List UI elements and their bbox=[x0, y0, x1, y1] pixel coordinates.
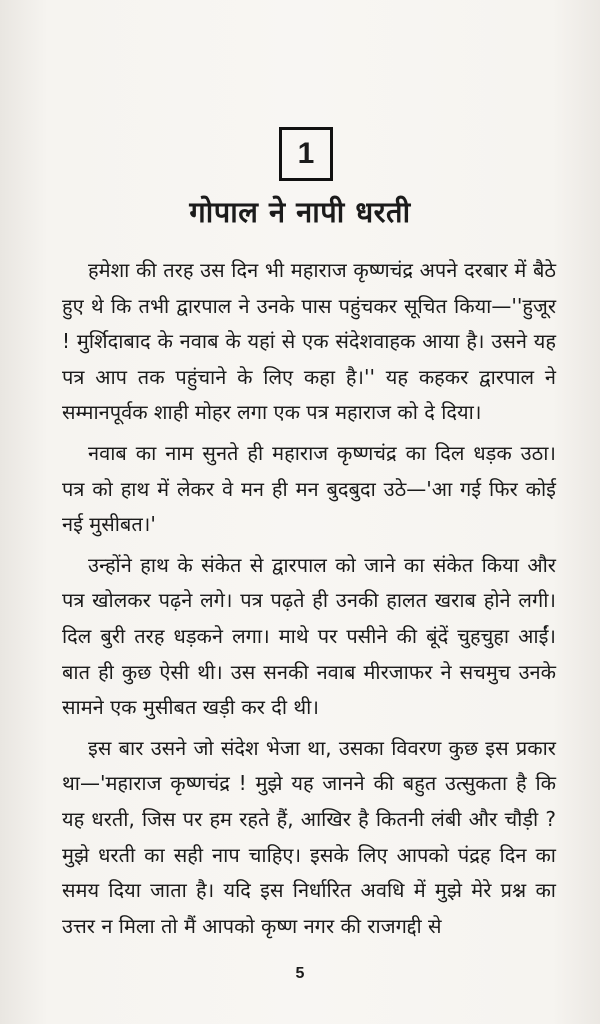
body-text bbox=[62, 253, 556, 949]
chapter-number: 1 bbox=[297, 137, 315, 170]
chapter-number-box bbox=[279, 127, 333, 181]
paragraph: हमेशा की तरह उस दिन भी महाराज कृष्णचंद्र अपने दरबार में बैठे हुए थे कि तभी द्वारपाल ने उनके पास पहुंचकर सूचित किया—''हुजूर ! मुर्शिदाबाद के नवाब के यहां से एक संदेशवाहक आया है। उसने यह पत्र आप तक पहुंचाने के लिए कहा है।'' यह कहकर द्वारपाल ने सम्मानपूर्वक शाही मोहर लगा एक पत्र महाराज को दे दिया। bbox=[62, 258, 556, 425]
paragraph: इस बार उसने जो संदेश भेजा था, उसका विवरण कुछ इस प्रकार था—'महाराज कृष्णचंद्र ! मुझे यह जानने की बहुत उत्सुकता है कि यह धरती, जिस पर हम रहते हैं, आखिर है कितनी लंबी और चौड़ी ? मुझे धरती का सही नाप चाहिए। इसके लिए आपको पंद्रह दिन का समय दिया जाता है। यदि इस निर्धारित अवधि में मुझे मेरे प्रश्न का उत्तर न मिला तो मैं आपको कृष्ण नगर की राजगद्दी से bbox=[62, 735, 556, 938]
page-number: 5 bbox=[295, 965, 305, 982]
chapter-title: गोपाल ने नापी धरती bbox=[189, 195, 411, 229]
paragraph: उन्होंने हाथ के संकेत से द्वारपाल को जाने का संकेत किया और पत्र खोलकर पढ़ने लगे। पत्र पढ़ते ही उनकी हालत खराब होने लगी। दिल बुरी तरह धड़कने लगा। माथे पर पसीने की बूंदें चुहचुहा आईं। बात ही कुछ ऐसी थी। उस सनकी नवाब मीरजाफर ने सचमुच उनके सामने एक मुसीबत खड़ी कर दी थी। bbox=[62, 552, 556, 720]
paragraph: नवाब का नाम सुनते ही महाराज कृष्णचंद्र का दिल धड़क उठा। पत्र को हाथ में लेकर वे मन ही मन बुदबुदा उठे—'आ गई फिर कोई नई मुसीबत।' bbox=[62, 440, 556, 537]
